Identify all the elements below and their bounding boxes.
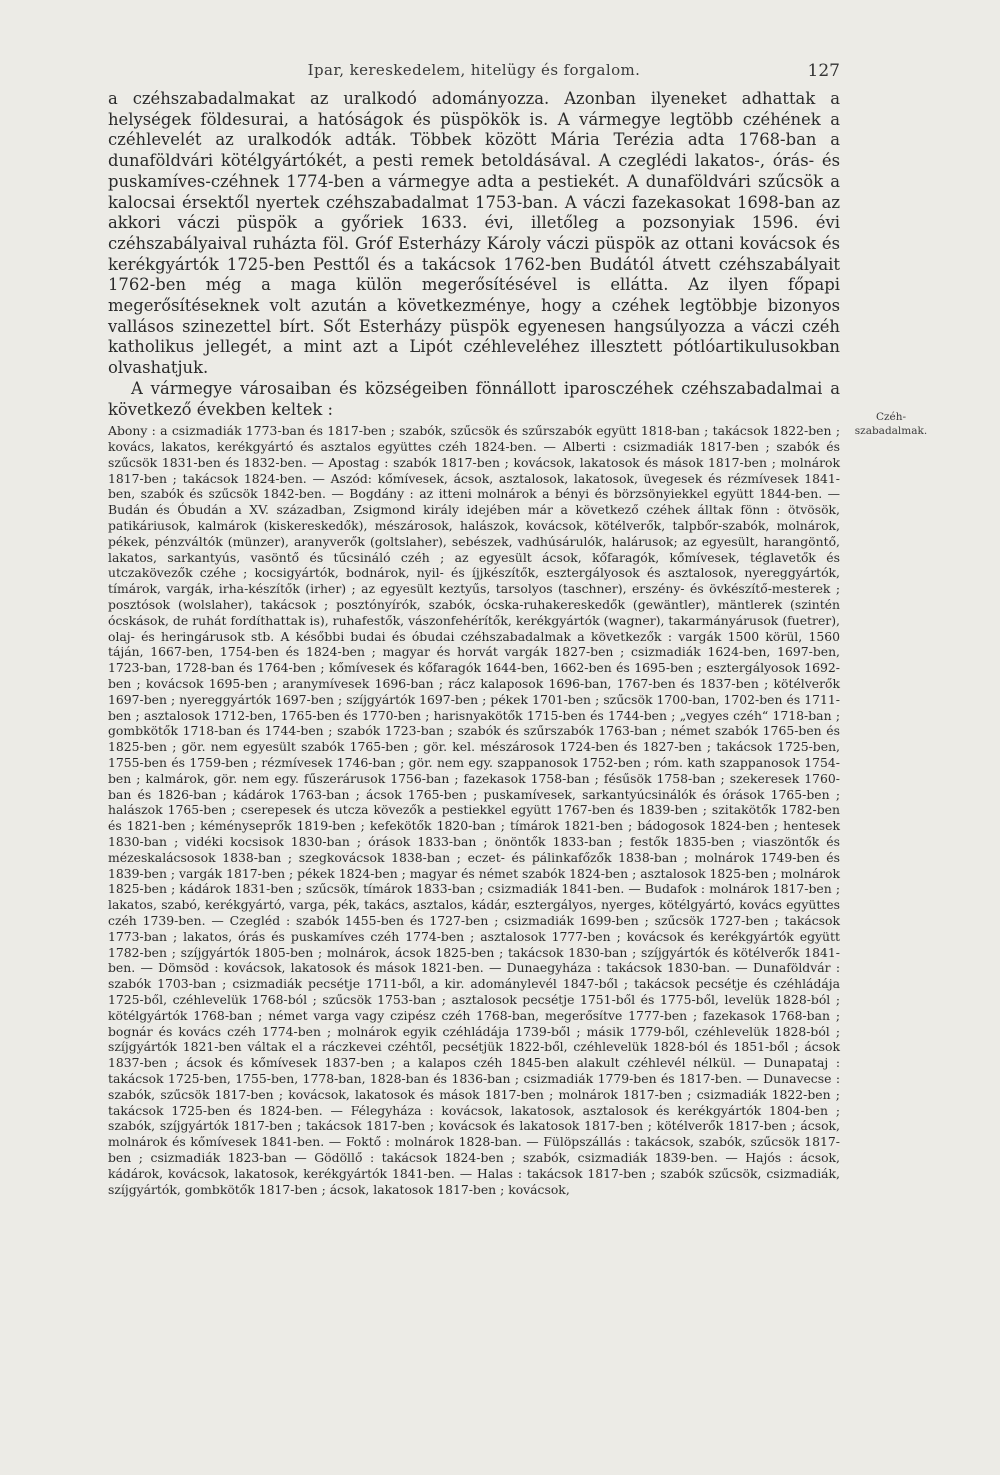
paragraph: a czéhszabadalmakat az uralkodó adományozza. Azonban ilyeneket adhattak a helységek földesurai, a hatóságok és püspökök is. A vármegye legtöbb czéhének a czéhlevelét az uralkodók adták. Többek között Mária Terézia adta 1768-ban a dunaföldvári kötélgyártókét, a pesti remek betoldásával. A czeglédi lakatos-, órás- és puskamíves-czéhnek 1774-ben a vármegye adta a pestiekét. A dunaföldvári szűcsök a kalocsai érsektől nyertek czéhszabadalmat 1753-ban. A váczi fazekasokat 1698-ban az akkori váczi püspök a győriek 1633. évi, illetőleg a pozsonyiak 1596. évi czéhszabályaival ruházta föl. Gróf Esterházy Károly váczi püspök az ottani kovácsok és kerékgyártók 1725-ben Pesttől és a takácsok 1762-ben Budától átvett czéhszabályait 1762-ben még a maga külön megerősítésével is ellátta. Az ilyen főpapi megerősítéseknek volt azután a következménye, hogy a czéhek legtöbbje bizonyos vallásos szinezettel bírt. Sőt Esterházy püspök egyenesen hangsúlyozza a váczi czéh katholikus jellegét, a mint azt a Lipót czéhleveléhez illesztett pótlóartikulusokban olvashatjuk. (108, 89, 840, 378)
page-header (108, 55, 840, 89)
margin-note-line: Czéh- (875, 411, 907, 423)
margin-note-line: szabadalmak. (854, 425, 928, 437)
paragraph: A vármegye városaiban és községeiben fönnállott iparosczéhek czéhszabadalmai a következő években keltek : (108, 378, 840, 419)
running-title: Ipar, kereskedelem, hitelügy és forgalom. (307, 61, 641, 79)
guild-list (108, 423, 840, 1197)
guild-list-text: Abony : a csizmadiák 1773-ban és 1817-ben ; szabók, szűcsök és szűrszabók együtt 1818-ban ; takácsok 1822-ben ; kovács, lakatos, kerékgyártó és asztalos együttes czéh 1824-ben. — Alberti : csizmadiák 1817-ben ; szabók és szűcsök 1831-ben és 1832-ben. — Apostag : szabók 1817-ben ; kovácsok, lakatosok és mások 1817-ben ; molnárok 1817-ben ; takácsok 1824-ben. — Aszód: kőmívesek, ácsok, asztalosok, lakatosok, üvegesek és rézmívesek 1841-ben, szabók és szűcsök 1842-ben. — Bogdány : az itteni molnárok a bényi és börzsönyiekkel együtt 1844-ben. — Budán és Óbudán a XV. században, Zsigmond király idejében már a következő czéhek álltak fönn : ötvösök, patikáriusok, kalmárok (kiskereskedők), mészárosok, halászok, kovácsok, kötélverők, talpbőr-szabók, molnárok, pékek, pénzváltók (münzer), aranyverők (goltslaher), sebészek, vadhúsárulók, halárusok; az egyesült, harangöntő, lakatos, sarkantyús, vasöntő és tűcsináló czéh ; az egyesült ácsok, kőfaragók, kőmívesek, téglavetők és utczakövezők czéhe ; kocsigyártók, bodnárok, nyil- és íjjkészítők, esztergályosok és asztalosok, nyereggyártók, tímárok, vargák, irha-készítők (irher) ; az egyesült keztyűs, tarsolyos (taschner), erszény- és övkészítő-mesterek ; posztósok (wolslaher), takácsok ; posztónyírók, szabók, ócska-ruhakereskedők (gewäntler), mäntlerek (szintén ócskások, de ruhát fordíthattak is), ruhafestők, vászonfehérítők, kerékgyártók (wagner), takarmányárusok (fuetrer), olaj- és heringárusok stb. A későbbi budai és óbudai czéhszabadalmak a következők : vargák 1500 körül, 1560 táján, 1667-ben, 1754-ben és 1824-ben ; magyar és horvát vargák 1827-ben ; csizmadiák 1624-ben, 1697-ben, 1723-ban, 1728-ban és 1764-ben ; kőmívesek és kőfaragók 1644-ben, 1662-ben és 1695-ben ; esztergályosok 1692-ben ; kovácsok 1695-ben ; aranymívesek 1696-ban ; rácz kalaposok 1696-ban, 1767-ben és 1837-ben ; kötélverők 1697-ben ; nyereggyártók 1697-ben ; szíjgyártók 1697-ben ; pékek 1701-ben ; szűcsök 1700-ban, 1702-ben és 1711-ben ; asztalosok 1712-ben, 1765-ben és 1770-ben ; harisnyakötők 1715-ben és 1744-ben ; „vegyes czéh“ 1718-ban ; gombkötők 1718-ban és 1744-ben ; szabók 1723-ban ; szabók és szűrszabók 1763-ban ; német szabók 1765-ben és 1825-ben ; gör. nem egyesült szabók 1765-ben ; gör. kel. mészárosok 1724-ben és 1827-ben ; takácsok 1725-ben, 1755-ben és 1759-ben ; rézmívesek 1746-ban ; gör. nem egy. szappanosok 1752-ben ; róm. kath szappanosok 1754-ben ; kalmárok, gör. nem egy. fűszerárusok 1756-ban ; fazekasok 1758-ban ; fésűsök 1758-ban ; szekeresek 1760-ban és 1826-ban ; kádárok 1763-ban ; ácsok 1765-ben ; puskamívesek, sarkantyúcsinálók és órások 1765-ben ; halászok 1765-ben ; cserepesek és utcza kövezők a pestiekkel együtt 1767-ben és 1839-ben ; szitakötők 1782-ben és 1821-ben ; kéményseprők 1819-ben ; kefekötők 1820-ban ; tímárok 1821-ben ; bádogosok 1824-ben ; hentesek 1830-ban ; vidéki kocsisok 1830-ban ; órások 1833-ban ; önöntők 1833-ban ; festők 1835-ben ; viaszöntők és mézeskalácsosok 1838-ban ; szegkovácsok 1838-ban ; eczet- és pálinkafőzők 1838-ban ; molnárok 1749-ben és 1839-ben ; vargák 1817-ben ; pékek 1824-ben ; magyar és német szabók 1824-ben ; asztalosok 1825-ben ; molnárok 1825-ben ; kádárok 1831-ben ; szűcsök, tímárok 1833-ban ; csizmadiák 1841-ben. — Budafok : molnárok 1817-ben ; lakatos, szabó, kerékgyártó, varga, pék, takács, asztalos, kádár, esztergályos, nyerges, kötélgyártó, kovács együttes czéh 1739-ben. — Czegléd : szabók 1455-ben és 1727-ben ; csizmadiák 1699-ben ; szűcsök 1727-ben ; takácsok 1773-ban ; lakatos, órás és puskamíves czéh 1774-ben ; asztalosok 1777-ben ; kovácsok és kerékgyártók együtt 1782-ben ; szíjgyártók 1805-ben ; molnárok, ácsok 1825-ben ; takácsok 1830-ban ; szíjgyártók és kötélverők 1841-ben. — Dömsöd : kovácsok, lakatosok és mások 1821-ben. — Dunaegyháza : takácsok 1830-ban. — Dunaföldvár : szabók 1703-ban ; csizmadiák pecsétje 1711-ből, a kir. adománylevél 1847-ből ; takácsok pecsétje és czéhládája 1725-ből, czéhlevelük 1768-ból ; szűcsök 1753-ban ; asztalosok pecsétje 1751-ből és 1775-ből, levelük 1828-ból ; kötélgyártók 1768-ban ; német varga vagy czipész czéh 1768-ban, megerősítve 1777-ben ; fazekasok 1768-ban ; bognár és kovács czéh 1774-ben ; molnárok egyik czéhládája 1739-ből ; másik 1779-ből, czéhlevelük 1828-ból ; szíjgyártók 1821-ben váltak el a ráczkevei czéhtől, pecsétjük 1822-ből, czéhlevelük 1828-ból és 1851-ből ; ácsok 1837-ben ; ácsok és kőmívesek 1837-ben ; a kalapos czéh 1845-ben alakult czéhlevél nélkül. — Dunapataj : takácsok 1725-ben, 1755-ben, 1778-ban, 1828-ban és 1836-ban ; csizmadiák 1779-ben és 1817-ben. — Dunavecse : szabók, szűcsök 1817-ben ; kovácsok, lakatosok és mások 1817-ben ; molnárok 1817-ben ; csizmadiák 1822-ben ; takácsok 1725-ben és 1824-ben. — Félegyháza : kovácsok, lakatosok, asztalosok és kerékgyártók 1804-ben ; szabók, szíjgyártók 1817-ben ; takácsok 1817-ben ; kovácsok és lakatosok 1817-ben ; kötélverők 1817-ben ; ácsok, molnárok és kőmívesek 1841-ben. — Foktő : molnárok 1828-ban. — Fülöpszállás : takácsok, szabók, szűcsök 1817-ben ; csizmadiák 1823-ban — Gödöllő : takácsok 1824-ben ; szabók, csizmadiák 1839-ben. — Hajós : ácsok, kádárok, kovácsok, lakatosok, kerékgyártók 1841-ben. — Halas : takácsok 1817-ben ; szabók szűcsök, csizmadiák, szíjgyártók, gombkötők 1817-ben ; ácsok, lakatosok 1817-ben ; kovácsok, (108, 423, 840, 1197)
page (108, 55, 840, 1197)
main-text (108, 89, 840, 420)
page-number: 127 (807, 61, 840, 81)
margin-note (846, 410, 936, 438)
